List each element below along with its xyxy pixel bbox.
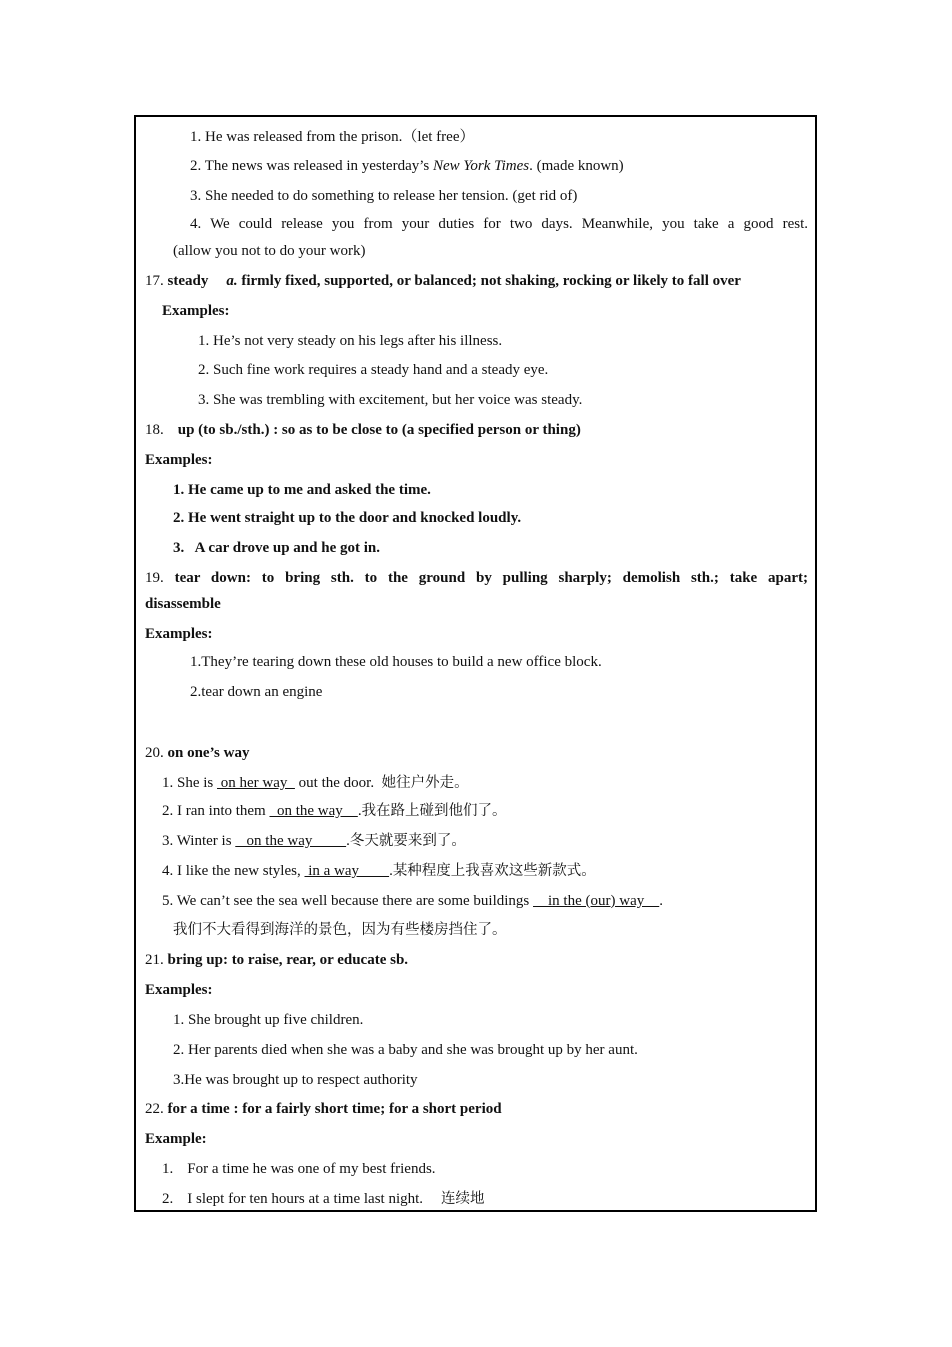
entry-21-example-2: 2. Her parents died when she was a baby and she was brought up by her aunt. — [173, 1042, 638, 1058]
release-example-4: 4. We could release you from your duties for two days. Meanwhile, you take a good rest. — [190, 216, 808, 232]
entry-19-heading-cont: disassemble — [145, 596, 221, 612]
release-example-1: 1. He was released from the prison.（let free） — [190, 129, 475, 145]
entry-20-heading: 20. on one’s way — [145, 745, 250, 761]
release-example-2: 2. The news was released in yesterday’s New York Times. (made known) — [190, 158, 624, 174]
entry-19-example-1: 1.They’re tearing down these old houses to build a new office block. — [190, 654, 602, 670]
entry-19-heading: 19. tear down: to bring sth. to the ground by pulling sharply; demolish sth.; take apart; — [145, 570, 809, 586]
entry-17-heading: 17. steady a. firmly fixed, supported, or balanced; not shaking, rocking or likely to fall over — [145, 273, 741, 289]
entry-17-example-2: 2. Such fine work requires a steady hand and a steady eye. — [198, 362, 549, 378]
entry-18-example-1: 1. He came up to me and asked the time. — [173, 482, 431, 498]
entry-17-examples-label: Examples: — [162, 303, 230, 319]
entry-18-examples-label: Examples: — [145, 452, 213, 468]
entry-21-example-3: 3.He was brought up to respect authority — [173, 1072, 418, 1088]
release-example-4-cont: (allow you not to do your work) — [173, 243, 366, 259]
entry-22-example-1: 1. For a time he was one of my best friends. — [162, 1161, 436, 1177]
entry-17-example-1: 1. He’s not very steady on his legs after his illness. — [198, 333, 503, 349]
release-example-3: 3. She needed to do something to release her tension. (get rid of) — [190, 188, 578, 204]
entry-18-example-3: 3. A car drove up and he got in. — [173, 540, 380, 556]
entry-17-example-3: 3. She was trembling with excitement, but her voice was steady. — [198, 392, 583, 408]
entry-21-heading: 21. bring up: to raise, rear, or educate sb. — [145, 952, 409, 968]
entry-18-example-2: 2. He went straight up to the door and knocked loudly. — [173, 510, 522, 526]
entry-19-example-2: 2.tear down an engine — [190, 684, 323, 700]
entry-22-example-2: 2. I slept for ten hours at a time last night. 连续地 — [162, 1191, 485, 1207]
entry-20-item-2: 2. I ran into them on the way .我在路上碰到他们了。 — [162, 803, 507, 819]
entry-20-item-4: 4. I like the new styles, in a way .某种程度上我喜欢这些新款式。 — [162, 863, 596, 879]
entry-19-examples-label: Examples: — [145, 626, 213, 642]
entry-21-examples-label: Examples: — [145, 982, 213, 998]
entry-20-chinese-line: 我们不大看得到海洋的景色，因为有些楼房挡住了。 — [173, 922, 507, 938]
entry-18-heading: 18. up (to sb./sth.) : so as to be close to (a specified person or thing) — [145, 422, 581, 438]
entry-22-heading: 22. for a time : for a fairly short time; for a short period — [145, 1101, 502, 1117]
entry-20-item-5: 5. We can’t see the sea well because there are some buildings in the (our) way . — [162, 893, 663, 909]
entry-20-item-1: 1. She is on her way out the door. 她往户外走。 — [162, 775, 469, 791]
entry-20-item-3: 3. Winter is on the way .冬天就要来到了。 — [162, 833, 466, 849]
entry-21-example-1: 1. She brought up five children. — [173, 1012, 364, 1028]
entry-22-example-label: Example: — [145, 1131, 207, 1147]
